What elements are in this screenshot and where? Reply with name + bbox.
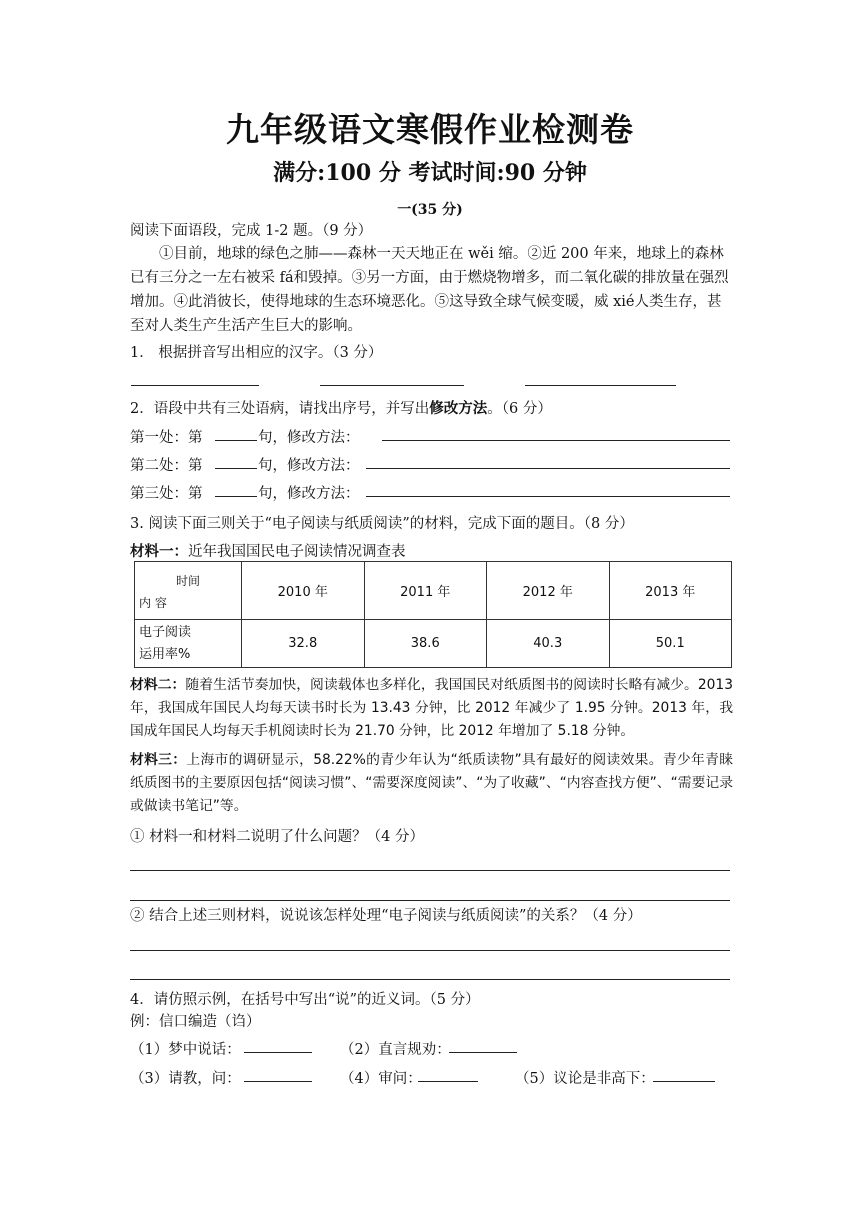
synonym-item: （3）请教，问： [130,1071,241,1087]
question-2-text: 2．语段中共有三处语病，请找出序号，并写出 [130,401,430,417]
question-1: 1． 根据拼音写出相应的汉字。（3 分） [130,345,383,361]
answer-line[interactable] [130,870,730,871]
synonym-blank[interactable] [418,1081,478,1082]
exam-info: 满分:100 分 考试时间:90 分钟 [273,160,587,186]
answer-line[interactable] [131,385,259,386]
table-corner-header [135,562,242,620]
answer-line[interactable] [130,950,730,951]
table-cell: 40.3 [487,620,610,668]
table-cell: 38.6 [364,620,487,668]
answer-line[interactable] [320,385,464,386]
table-row [135,620,732,668]
corner-label-content: 内 容 [139,596,167,610]
error-row-label: 第三处：第 [130,486,203,502]
question-2-emphasis: 修改方法 [429,400,488,417]
page-title: 九年级语文寒假作业检测卷 [226,110,634,149]
synonym-item: （1）梦中说话： [130,1042,241,1058]
row-label [135,620,242,668]
method-answer-line[interactable] [366,496,730,497]
table-cell: 50.1 [609,620,732,668]
material-2-text: 随着生活节奏加快，阅读载体也多样化，我国国民对纸质图书的阅读时长略有减少。2013 年，我国成年国民人均每天读书时长为 13.43 分钟，比 2012 年减少了 1.95 分钟。2013 年，我国成年国民人均每天手机阅读时长为 21.70 分钟，比 2012 年增加了 5.18 分钟。 [130,677,733,739]
sentence-number-blank[interactable] [215,496,257,497]
synonym-blank[interactable] [244,1052,312,1053]
sub-question-1: ① 材料一和材料二说明了什么问题？（4 分） [130,829,424,845]
error-row-method-label: 句，修改方法： [258,430,360,446]
material-2-label: 材料二： [130,677,186,693]
synonym-item: （4）审问： [340,1071,422,1087]
answer-line[interactable] [130,979,730,980]
method-answer-line[interactable] [382,440,730,441]
material-1-label: 材料一： [130,543,188,560]
sub-question-2: ② 结合上述三则材料，说说该怎样处理“电子阅读与纸质阅读”的关系？（4 分） [130,908,642,924]
year-header: 2012 年 [487,562,610,620]
question-4: 4．请仿照示例，在括号中写出“说”的近义词。（5 分） [130,992,480,1008]
answer-line[interactable] [525,385,676,386]
error-row-label: 第一处：第 [130,430,203,446]
sentence-number-blank[interactable] [215,440,257,441]
material-1-caption: 近年我国国民电子阅读情况调查表 [188,544,406,560]
question-3: 3. 阅读下面三则关于“电子阅读与纸质阅读”的材料，完成下面的题目。（8 分） [130,516,634,532]
section-heading: 一(35 分) [397,202,463,218]
material-3 [130,749,733,818]
year-header: 2011 年 [364,562,487,620]
error-row-label: 第二处：第 [130,458,203,474]
material-3-label: 材料三： [130,752,187,768]
reading-intro: 阅读下面语段，完成 1-2 题。（9 分） [130,223,373,239]
synonym-blank[interactable] [449,1052,517,1053]
error-row [130,426,203,447]
error-row-method-label: 句，修改方法： [258,486,360,502]
synonym-item: （2）直言规劝： [340,1042,451,1058]
synonym-blank[interactable] [653,1081,715,1082]
row-label-line-2: 运用率% [139,646,191,662]
error-row [130,482,203,503]
row-label-line-1: 电子阅读 [139,624,192,640]
error-row-method-label: 句，修改方法： [258,458,360,474]
synonym-blank[interactable] [244,1081,312,1082]
material-1 [130,540,406,561]
sentence-number-blank[interactable] [215,468,257,469]
example: 例：信口编造（诌） [130,1014,261,1030]
material-2 [130,674,733,743]
year-header: 2010 年 [242,562,365,620]
year-header: 2013 年 [609,562,732,620]
question-2-score: 。（6 分） [487,401,552,417]
table-cell: 32.8 [242,620,365,668]
material-3-text: 上海市的调研显示，58.22%的青少年认为“纸质读物”具有最好的阅读效果。青少年青睐纸质图书的主要原因包括“阅读习惯”、“需要深度阅读”、“为了收藏”、“内容查找方便”、“需要记录或做读书笔记”等。 [130,752,734,814]
method-answer-line[interactable] [366,468,730,469]
error-row [130,454,203,475]
question-2 [130,397,552,418]
synonym-item: （5）议论是非高下： [515,1071,655,1087]
corner-label-time: 时间 [175,574,200,588]
answer-line[interactable] [130,900,730,901]
reading-paragraph: ①目前，地球的绿色之肺——森林一天天地正在 wěi 缩。②近 200 年来，地球上的森林已有三分之一左右被采 fá和毁掉。③另一方面，由于燃烧物增多，而二氧化碳的排放量在强烈增加。④此消彼长，使得地球的生态环境恶化。⑤这导致全球气候变暖，威 xié人类生存，甚至对人类生产生活产生巨大的影响。 [130,246,729,334]
survey-table [134,561,732,668]
